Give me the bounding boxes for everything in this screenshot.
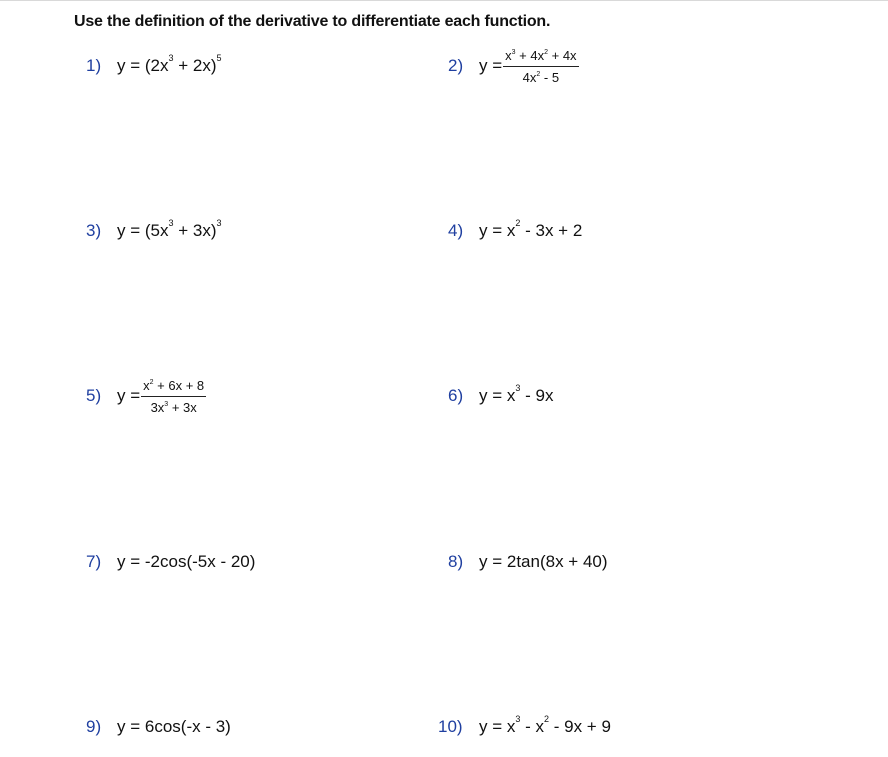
problem-expression: y = x $^3$ - x $^2$ - 9x + 9 bbox=[479, 714, 611, 736]
fraction-denominator: $3x^3 + 3x$ bbox=[150, 399, 197, 415]
fraction bbox=[503, 48, 578, 85]
problem-number: 9) bbox=[86, 717, 102, 736]
instructions-heading: Use the definition of the derivative to differentiate each function. bbox=[74, 13, 551, 30]
problem-3 bbox=[86, 211, 222, 251]
problem-number: 3) bbox=[86, 221, 102, 240]
problem-expression: y = 6cos(-x - 3) bbox=[117, 717, 231, 736]
problem-10 bbox=[438, 707, 611, 747]
problem-expression: y = (5x $^3$ + 3x) $^3$ bbox=[117, 218, 222, 240]
fraction-numerator: $x^3 + 4x^2 + 4x$ bbox=[503, 48, 578, 67]
problem-2 bbox=[448, 46, 579, 86]
problem-5 bbox=[86, 376, 206, 416]
problem-expression: y = $\frac{x^2 + 6x + 8}{3x^3 + 3x}$ bbox=[117, 377, 205, 415]
problem-number: 2) bbox=[448, 56, 464, 75]
top-border bbox=[0, 0, 888, 1]
problem-number: 7) bbox=[86, 552, 102, 571]
problem-9 bbox=[86, 707, 231, 747]
problem-number: 10) bbox=[438, 717, 463, 736]
fraction-denominator: $4x^2 - 5$ bbox=[522, 69, 560, 85]
problem-7 bbox=[86, 542, 255, 582]
problem-8 bbox=[448, 542, 608, 582]
problem-number: 4) bbox=[448, 221, 464, 240]
problem-number: 5) bbox=[86, 386, 102, 405]
problem-number: 1) bbox=[86, 56, 102, 75]
fraction bbox=[141, 378, 206, 415]
problem-expression: y = x $^2$ - 3x + 2 bbox=[479, 218, 583, 240]
problem-number: 6) bbox=[448, 386, 464, 405]
problem-expression: y = -2cos(-5x - 20) bbox=[117, 552, 256, 571]
problem-6 bbox=[448, 376, 553, 416]
problem-expression: y = x $^3$ - 9x bbox=[479, 383, 554, 405]
problem-4 bbox=[448, 211, 582, 251]
problem-number: 8) bbox=[448, 552, 464, 571]
problem-expression: y = 2tan(8x + 40) bbox=[479, 552, 608, 571]
problem-expression: y = $\frac{x^3 + 4x^2 + 4x}{4x^2 - 5}$ bbox=[479, 47, 577, 85]
problem-expression: y = (2x $^3$ + 2x) $^5$ bbox=[117, 53, 222, 75]
fraction-numerator: $x^2 + 6x + 8$ bbox=[141, 378, 206, 397]
problem-1 bbox=[86, 46, 222, 86]
